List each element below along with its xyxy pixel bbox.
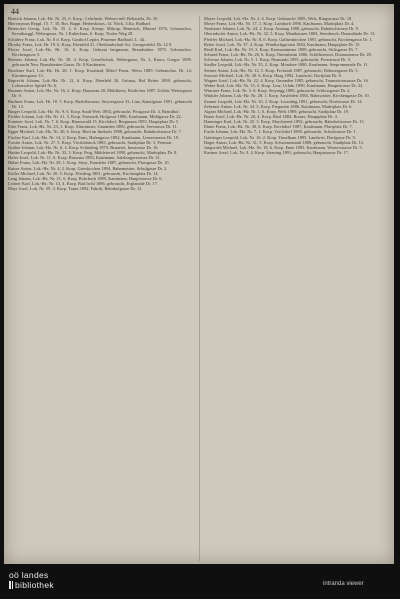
directory-entry: Ebner Franz, Lok.-Hz. Nr. 38, 6. Korp. Kirchdorf 1887, Kaufmann, Pfarrplatz Dr. 7. — [204, 124, 353, 130]
directory-entry: Wagner Josef, Lok.-Hz. Nr. 22, 4. Korp. Gmunden 1885, gebraucht, Traunsteinstrasse Dr. 16. — [204, 77, 369, 83]
directory-entry: Stadler Leopold, Lok.-Hz. Nr. 35, 2. Korp. Mondsee 1880, Kaufmann, Seepromenade Dr. 11. — [204, 62, 369, 68]
directory-entry: Pointner Josef, Lok. Nr. 7. 6. Korp. Hasenwald 15, Kirchdorf, Bergmann 1893, Hauptplatz Dr. 5. — [8, 119, 180, 125]
directory-entry: Reiter Josef, Lok. Nr. 37. 4. Korp. Windischgarsten 1884, Kaufmann, Hauptplatz Dr. 15. — [204, 41, 361, 47]
directory-entry: Pichler Johann, Lok.-Hz. Nr. 31, 3. Korp. Freistadt, Hofgasse 1886, Kaufmann, Mühlgasse Dr. 22. — [8, 113, 182, 119]
directory-entry: Bauer Josef, Lok.-Hz. Nr. 20, 4. Korp. Ried 1884, Brauer, Hauptplatz Dr. 4. — [204, 113, 339, 119]
directory-entry: Brunner Anton, Lok.-Hz. Nr. 16, 2. Korp. Hauserau 20, Mühlkreis, Kistlicher 1887, Urfahr, Webergasse Dr. 9. — [8, 88, 192, 99]
directory-entry: Huber Franz, Lok.-Hz. Nr. 29, 1. Korp. Steyr, Ennsleite 1887, gebraucht, Pfarrgasse Dr. 10. — [8, 160, 170, 166]
directory-entry: Neubauer Johann, Lok. Nr. 24. 2. Korp. Attnang 1888, gebraucht, Bahnhofstrasse Dr. 9. — [204, 26, 360, 32]
logo-text-line1: oö landes — [9, 570, 49, 580]
logo-bars-icon — [9, 581, 13, 589]
directory-entry: Leitner Karl, Lok.-Hz. Nr. 13, 4. Korp. Bad Ischl 1886, gebraucht, Esplanade Dr. 17. — [8, 181, 159, 186]
directory-entry: Benisch Johann, Lok.-Hz. Nr. 25, 6. Korp., Lehrlinde, Webers-ndl. Bekasiela, Dr. 30. — [8, 16, 159, 21]
directory-entry: Fischer Karl, Lok.-Hz. Nr. 14, 2. Korp. Enns, Hafengasse 1892, Kaufmann, Linzerstrasse Dr. 19. — [8, 134, 180, 140]
directory-entry: Gruber Johann, Lok.-Hz. Nr. 6, 4. Korp. Schärding 1879, Brauerei, Innstrasse Dr. 16. — [8, 144, 159, 150]
left-column — [8, 16, 192, 561]
directory-entry: Zehetner Anton, Lok. Nr. 34. 5. Korp. Pregarten 1886, Kaufmann, Marktplatz Dr. 6. — [204, 103, 353, 109]
directory-entry: Aigner Michael, Lok.-Hz. Nr. 1, 6. Korp. Wels 1889, gebraucht, Stadtplatz Dr. 19. — [204, 108, 350, 114]
directory-entry: Haider Leopold, Lok.-Hz. Nr. 33, 3. Korp. Perg, Mühlviertel 1890, gebraucht, Marktplatz Dr. 8. — [8, 150, 178, 156]
directory-entry: Mayer Leopold, Lok.-Hz. Nr. 2, 6. Korp. Gebraucht 1885, Wels, Ringstrasse Dr. 18. — [204, 16, 353, 21]
directory-entry: Weber Karl, Lok.-Hz. Nr. 15, 3. Korp. Linz, Urfahr 1890, Kaufmann, Hauptstrasse Dr. 22. — [204, 83, 364, 89]
directory-entry: Pleyer Josef, Lok.-Hz. Hr. 16. 6. Korp. Gebraut bergmann, Brandstätter 1875. Gebrauchss. Kirchengasse 3. — [8, 46, 192, 58]
directory-entry: Dlouhy Franz, Lok. Hr. 19. 6. Korp. Ebenfeld 21, Oberlandschaft Sct. Georgenfeld, Dr. 12 9. — [8, 41, 173, 47]
directory-entry: Pfeiffer Michael, Lok.-Hz. Nr. 8, 6. Korp. Gallneukirchen 1891, gebraucht, Kirchengasse Dr. 1. — [204, 36, 373, 42]
directory-entry: Egger Michael, Lok.-Hz. Nr. 40, 6. Korp. Ried im Innkreis 1888, gebraucht, Bahnhofstrasse Dr. 7. — [8, 129, 182, 135]
directory-entry: Zauner Leopold, Lok.-Hz. Nr. 10, 2. Korp. Leonding 1891, gebraucht, Dorfstrasse Dr. 14. — [204, 98, 363, 104]
directory-entry: Kastner Josef, Lok. Nr. 9. 4. Korp. Sierning 1891, gebraucht, Hauptstrasse Dr. 17. — [204, 150, 349, 156]
directory-entry: Lang Johann, Lok.-Hz. Nr. 21, 6. Korp. Rohrbach 1889, Kaufmann, Hauptstrasse Dr. 6. — [8, 175, 163, 181]
directory-entry: Forster Anton, Lok. Nr. 27. 5. Korp. Vöcklabruck 1885, gebraucht, Stadtplatz Dr. 3, Pension. — [8, 139, 173, 145]
directory-entry: Steiner Anton, Lok.-Hz. Nr. 12, 5. Korp. Freistadt 1887, gebraucht, Böhmergasse Dr. 5. — [204, 67, 359, 73]
directory-entry: Moser Franz, Lok.-Hz. Nr. 17, 1. Korp. Lambach 1890, Kaufmann, Marktplatz Dr. 4. — [204, 21, 355, 27]
directory-entry: Oberndorfer Anton, Lok.-Hz. Nr. 32, 5. Korp. Mauthausen 1883, Steinbruch, Donaulände Dr. 13. — [204, 31, 376, 37]
right-column — [204, 16, 388, 561]
directory-entry: Kaiser Anton, Lok.-Hz. Nr. 4, 2. Korp. Grieskirchen 1894, Bahnmeister, Schulgasse Dr. 2. — [8, 165, 168, 171]
logo-text-line2: bibliothek — [15, 579, 54, 590]
directory-entry: Hofer Josef, Lok. Nr. 11. 6. Korp. Braunau 1883, Kaufmann, Salzburgerstrasse Dr. 21. — [8, 155, 161, 161]
directory-entry: Schwarz Johann, Lok. Nr. 5. 1. Korp. Neumarkt 1893, gebraucht, Poststrasse Dr. 3. — [204, 57, 352, 63]
directory-entry: Hieronymus Beppl, 15. 7. 35, Rot. Bappi. Herbeskinos, 14. Nöck, 3.Ka. Radbarf. — [8, 21, 152, 27]
viewer-label: intranda viewer — [323, 581, 364, 587]
directory-entry: Buchner Franz, Lok. Hr. 18. 5. Korp. Rudolfstrasse, Steyrergasse 33, Linz, Kanalgasse 1891, gebraucht Dr. 13. — [8, 98, 192, 109]
directory-entry: Ruprecht Johann, Lok.-Hz. Nr. 12, 6. Korp. Ebenfeld 26, Grünau, Hof Reiter 1890. gebraucht, Lokomotive Spittel Nr. 6. — [8, 77, 192, 89]
scanned-page — [4, 4, 394, 564]
directory-entry: Jungwirth Michael, Lok.-Hz. Nr. 18, 6. Korp. Enns 1883, Kaufmann, Wienerstrasse Dr. 5. — [204, 144, 363, 150]
column-divider — [199, 16, 200, 561]
directory-entry: Wimmer Franz, Lok. Nr. 3. 6. Korp. Steyregg 1888, gebraucht, Schlossgasse Dr. 2. — [204, 88, 351, 94]
directory-entry: Winkler Johann, Lok.-Hz. Nr. 28, 1. Korp. Ansfelden 1883, Bahnwärter, Kirchengasse Dr. 10. — [204, 93, 370, 99]
directory-entry: Gattringer Leopold, Lok. Nr. 16. 2. Korp. Timelkam 1885, Landwirt, Dorfgasse Dr. 9. — [204, 134, 356, 140]
directory-entry: Hager Anton, Lok.-Hz. Nr. 31, 5. Korp. Schwanenstadt 1888, gebraucht, Stadtplatz Dr. 12. — [204, 139, 365, 145]
directory-entry: Bruckner Karl, Lok.-Hz. Hr. 20. 1. Korp. Kotaland, Mittel Franz, Weiss 1889. Gebrauchss. Dr. 14, Kärntnergasse 13. — [8, 67, 192, 78]
directory-entry: Bernecker Georg, Lok. Nr. 35. 2. 6. Korp. Steurp. Mikrap, Bennisch, Blumel 1876, Gebrauchss, Kreuthurggl, Webergasse, Nr. 1 Kalterhaus, 6. Korp, Tiroler Weg 28. — [8, 26, 192, 37]
directory-entry: Riedl Karl, Lok.-Hz. Nr. 19, 3. Korp. Kremsmünster 1889, gebraucht, Stiftsgasse Dr. 7. — [204, 46, 359, 52]
directory-entry: Schülery Franz, Lok. Nr. 8 d. Korp. Gasthof Leptin, Pinzener Radbartl. L. 44. — [8, 36, 146, 42]
directory-entry: Schmid Franz, Lok.-Hz. Nr. 26, 6. Korp. Ottensheim 1886, Schiffmeister, Donaustrasse Dr. 20. — [204, 52, 372, 58]
directory-entry: Fuchs Johann, Lok.-Hz. Nr. 7, 1. Korp. Vorchdorf 1890, gebraucht, Schulstrasse Dr. 1. — [204, 129, 357, 135]
directory-entry: Koller Michael, Lok. Nr. 36. 5. Korp. Eferding 1881, gebraucht, Kirchenplatz Dr. 14. — [8, 170, 159, 176]
library-logo[interactable] — [9, 571, 54, 589]
directory-entry: Strasser Michael, Lok. Nr. 30. 6. Korp. Haag 1892, Landwirt, Dorfplatz Dr. 8. — [204, 72, 342, 78]
directory-entry: Eder Franz, Lok.-Hz. Nr. 23, 1. Korp. Altmünster, Gmunden 1880, gebraucht, Seestrasse Dr. 11. — [8, 124, 178, 130]
directory-entry: Danninger Karl, Lok. Nr. 25. 3. Korp. Marchtrenk 1892, gebraucht, Bahnhofstrasse Dr. 13. — [204, 119, 365, 125]
directory-entry: Brenner Johann, Lok.-Hz. Nr. 38, 4. Korp. Gesellschaft, Webergasse, Nr. 2, Knorr, Gregor 1899. gebraucht Neu, Brandstetten Gasse, Dr. 8 Kaufmann. — [8, 57, 192, 68]
page-number: 44 — [11, 7, 19, 16]
directory-entry: Mayr Josef, Lok. Nr. 39. 3. Korp. Traun 1892, Fabrik, Bahnhofgasse Dr. 12. — [8, 186, 143, 192]
directory-entry: Burger Leopold, Lok.-Hz. Nr. 9, 6. Korp. Stadt Wels 1884, gebraucht, Postgasse Dr. 4, Brandhof. — [8, 108, 180, 114]
